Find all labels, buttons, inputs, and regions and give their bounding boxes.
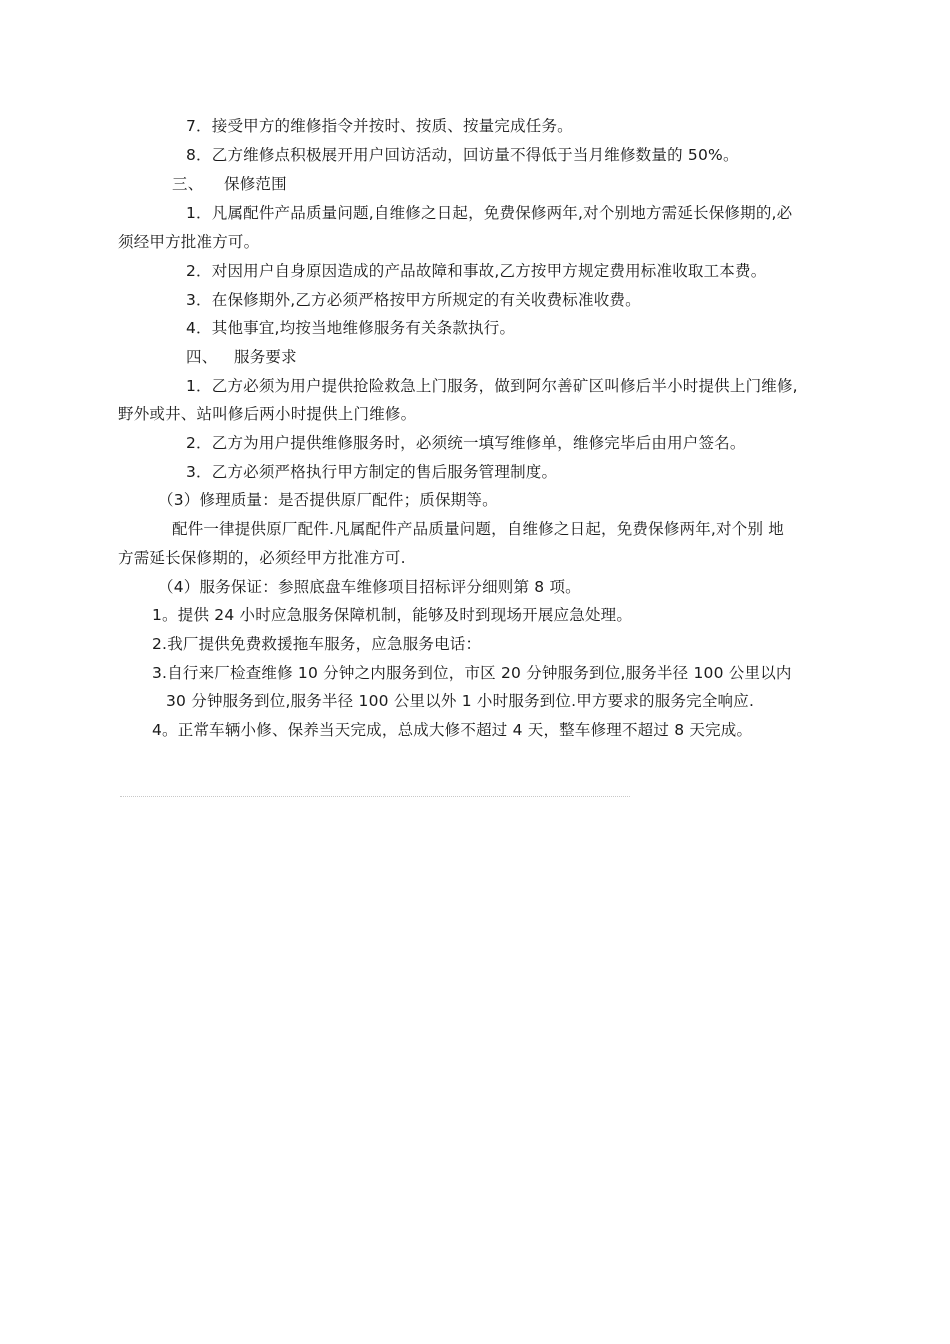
service-item-2: 2.我厂提供免费救援拖车服务，应急服务电话：: [152, 635, 482, 653]
service-item-3-line-2: 30 分钟服务到位,服务半径 100 公里以外 1 小时服务到位.甲方要求的服务完全响应.: [166, 692, 755, 710]
quality-heading: （3）修理质量：是否提供原厂配件；质保期等。: [158, 491, 498, 509]
service-item-1: 1。提供 24 小时应急服务保障机制，能够及时到现场开展应急处理。: [152, 606, 633, 624]
section-4-item-1-line-1: 1．乙方必须为用户提供抢险救急上门服务，做到阿尔善矿区叫修后半小时提供上门维修,: [186, 377, 798, 395]
quality-paragraph-line-1: 配件一律提供原厂配件.凡属配件产品质量问题，自维修之日起，免费保修两年,对个别 地: [172, 520, 784, 538]
footer-divider: [120, 796, 630, 797]
section-3-heading: 保修范围: [224, 175, 287, 193]
section-3-item-3: 3．在保修期外,乙方必须严格按甲方所规定的有关收费标准收费。: [186, 291, 641, 309]
section-3-heading-number: 三、: [172, 175, 204, 193]
section-3-item-1-line-1: 1．凡属配件产品质量问题,自维修之日起，免费保修两年,对个别地方需延长保修期的,必: [186, 204, 793, 222]
duty-item-8: 8．乙方维修点积极展开用户回访活动，回访量不得低于当月维修数量的 50%。: [186, 146, 739, 164]
service-item-4: 4。正常车辆小修、保养当天完成，总成大修不超过 4 天，整车修理不超过 8 天完成。: [152, 721, 753, 739]
quality-paragraph-line-2: 方需延长保修期的，必须经甲方批准方可.: [118, 549, 406, 567]
section-4-heading-number: 四、: [186, 348, 218, 366]
section-4-item-3: 3．乙方必须严格执行甲方制定的售后服务管理制度。: [186, 463, 558, 481]
section-3-item-4: 4．其他事宜,均按当地维修服务有关条款执行。: [186, 319, 516, 337]
duty-item-7: 7．接受甲方的维修指令并按时、按质、按量完成任务。: [186, 117, 573, 135]
section-3-item-1-line-2: 须经甲方批准方可。: [118, 233, 260, 251]
section-4-item-1-line-2: 野外或井、站叫修后两小时提供上门维修。: [118, 405, 417, 423]
service-heading: （4）服务保证：参照底盘车维修项目招标评分细则第 8 项。: [158, 578, 581, 596]
section-4-item-2: 2．乙方为用户提供维修服务时，必须统一填写维修单，维修完毕后由用户签名。: [186, 434, 746, 452]
section-4-heading: 服务要求: [234, 348, 297, 366]
service-item-3-line-1: 3.自行来厂检查维修 10 分钟之内服务到位，市区 20 分钟服务到位,服务半径 100 公里以内: [152, 664, 792, 682]
section-3-item-2: 2．对因用户自身原因造成的产品故障和事故,乙方按甲方规定费用标准收取工本费。: [186, 262, 767, 280]
